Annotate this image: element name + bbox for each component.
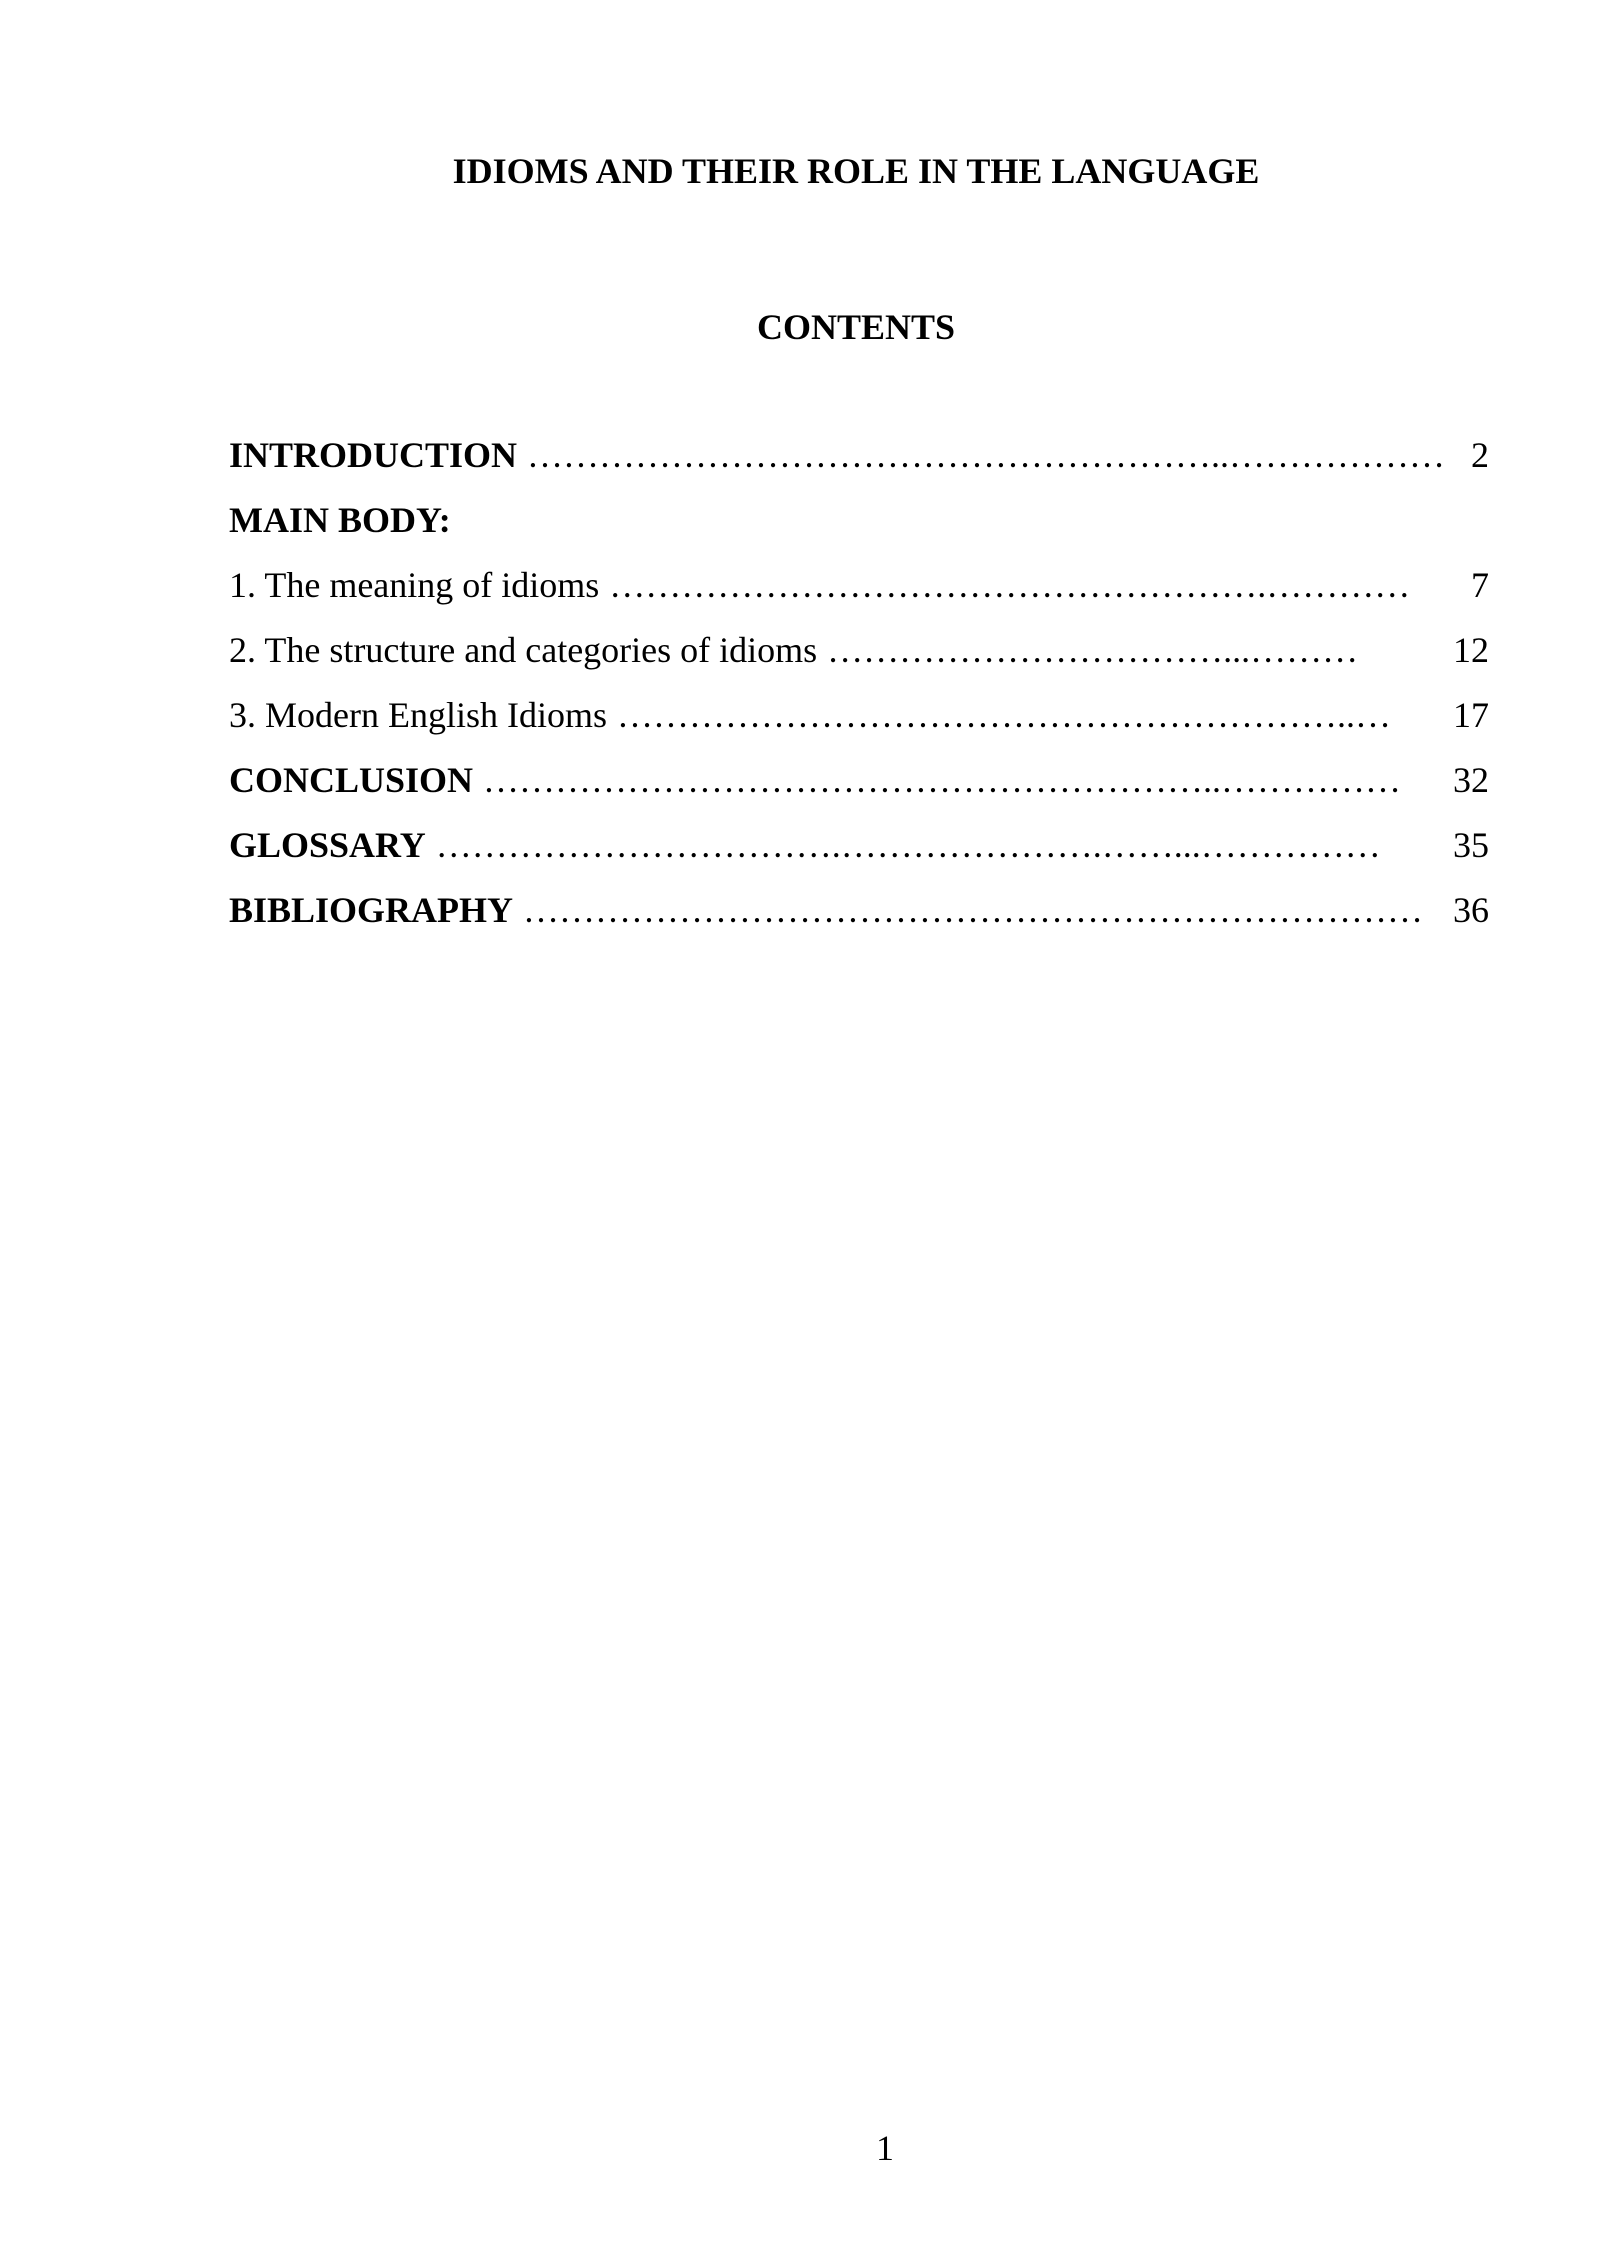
toc-page-number: 7 [1471, 565, 1489, 605]
toc-page-number: 17 [1453, 695, 1489, 735]
toc-leader-dots: ……………………………………………………..…………… [483, 760, 1402, 800]
toc-entry-conclusion [229, 756, 1489, 821]
toc-entry-label: MAIN BODY: [229, 500, 451, 540]
toc-entry-label: 1. The meaning of idioms [229, 565, 600, 605]
toc-entry-glossary [229, 821, 1489, 886]
toc-page-number: 2 [1471, 435, 1489, 475]
toc-entry-label: INTRODUCTION [229, 435, 518, 475]
toc-page-number: 32 [1453, 760, 1489, 800]
toc-entry-meaning-of-idioms [229, 561, 1489, 626]
contents-heading: CONTENTS [756, 307, 956, 347]
toc-leader-dots: ……………………………………………………..… [616, 695, 1391, 735]
toc-entry-label: 3. Modern English Idioms [229, 695, 607, 735]
toc-entry-label: BIBLIOGRAPHY [229, 890, 514, 930]
toc-page-number: 12 [1453, 630, 1489, 670]
toc-entry-bibliography [229, 886, 1489, 951]
toc-entry-label: CONCLUSION [229, 760, 474, 800]
toc-leader-dots: …………………………………………………..……………… [527, 435, 1446, 475]
toc-entry-structure-and-categories [229, 626, 1489, 691]
toc-leader-dots: ……………………………………………….………… [609, 565, 1411, 605]
toc-entry-introduction [229, 431, 1489, 496]
toc-leader-dots: …………………………….………………….……...…………… [435, 825, 1381, 865]
toc-entry-label: GLOSSARY [229, 825, 426, 865]
toc-entry-main-body [229, 496, 1489, 561]
document-title: IDIOMS AND THEIR ROLE IN THE LANGUAGE [452, 151, 1260, 191]
toc-page-number: 36 [1453, 890, 1489, 930]
toc-page-number: 35 [1453, 825, 1489, 865]
toc-entry-modern-english-idioms [229, 691, 1489, 756]
table-of-contents [229, 431, 1489, 951]
page-number: 1 [876, 2128, 894, 2168]
toc-entry-label: 2. The structure and categories of idioms [229, 630, 818, 670]
toc-leader-dots: ……………………………...……… [827, 630, 1359, 670]
toc-leader-dots: ………………………………………………………………… [523, 890, 1424, 930]
